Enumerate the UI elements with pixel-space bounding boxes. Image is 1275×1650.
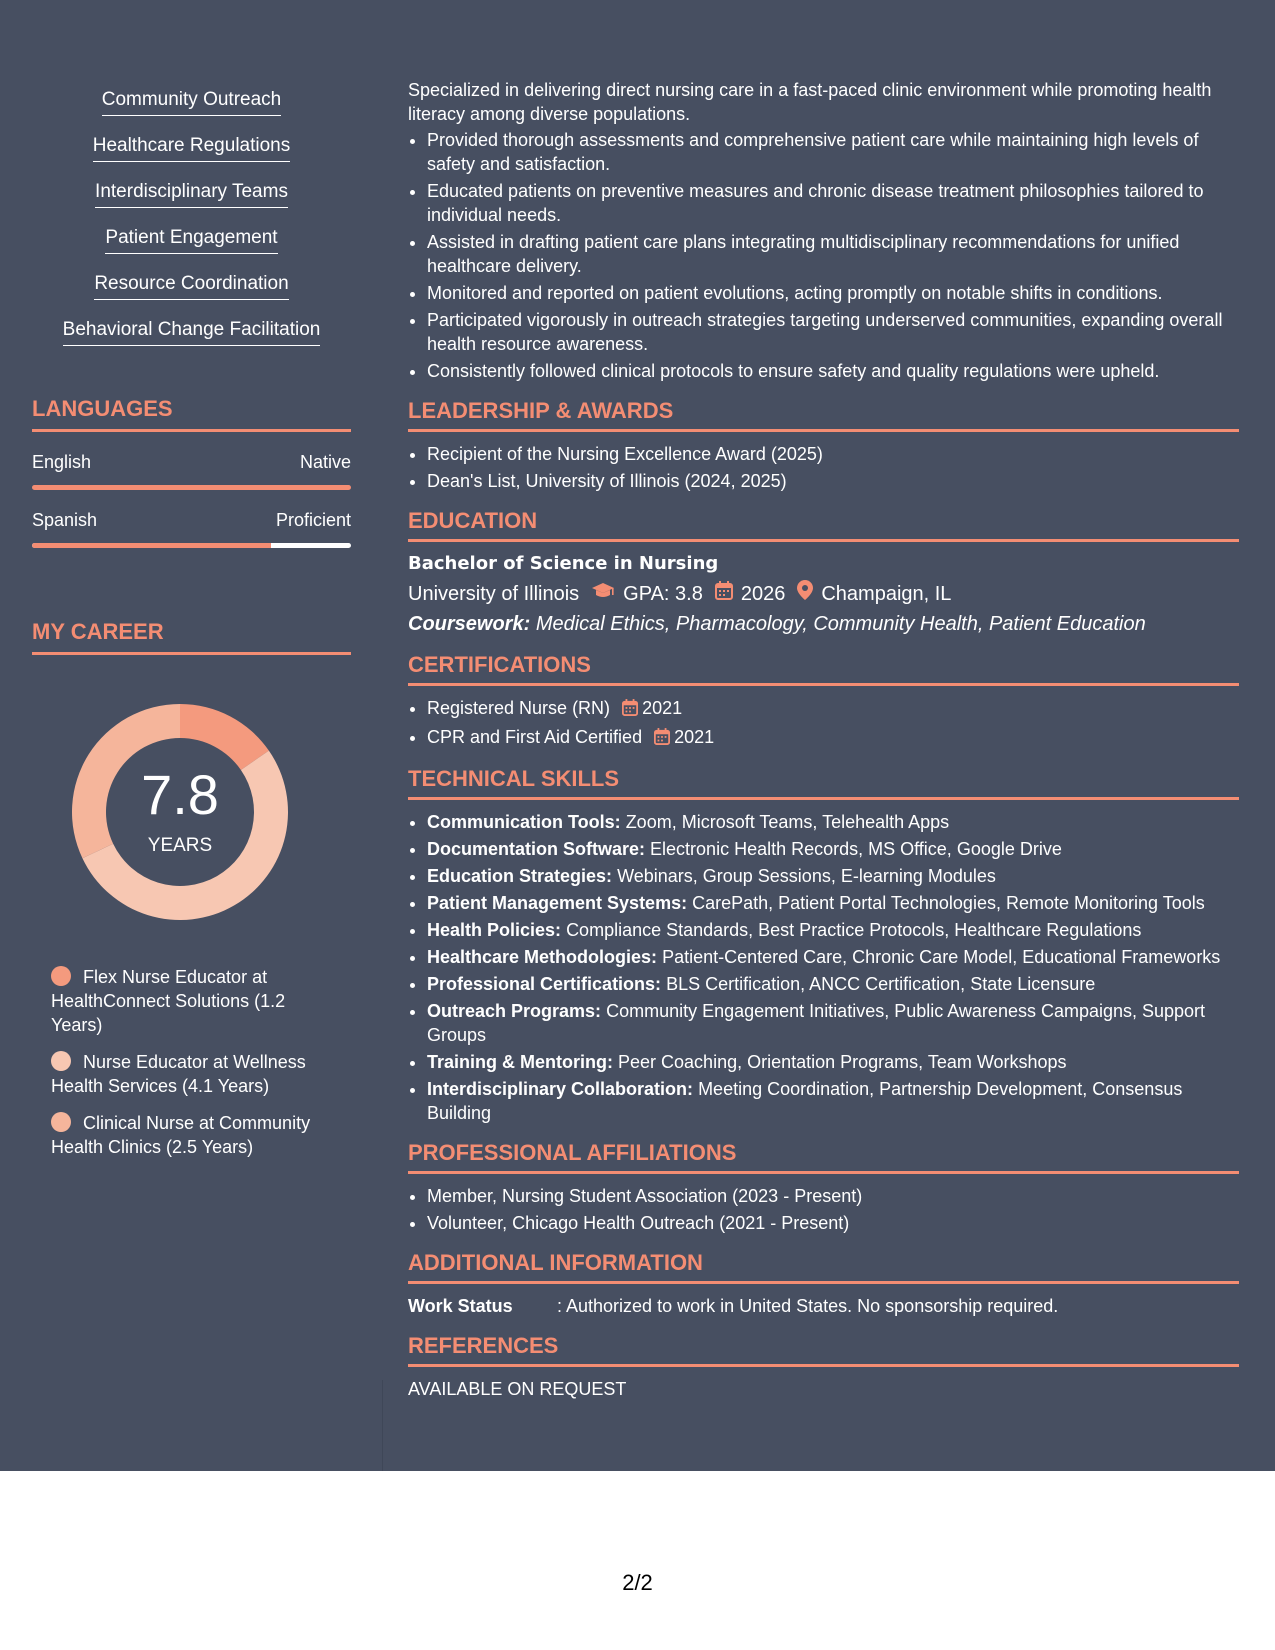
leadership-item: • Recipient of the Nursing Excellence Award (2025) [427,442,1239,466]
experience-bullet: • Assisted in drafting patient care plans integrating multidisciplinary recommendations for unified healthcare delivery. [427,230,1239,278]
skill-item [427,918,1239,942]
career-legend-item [51,1050,341,1098]
keyword-item: Patient Engagement [105,224,277,254]
skill-item [427,972,1239,996]
calendar-icon [715,581,733,607]
career-donut-chart [65,697,295,927]
certification-item [427,696,1239,722]
legend-dot-icon [51,1051,71,1071]
skill-value: Patient-Centered Care, Chronic Care Model, Educational Frameworks [662,947,1221,967]
experience-bullet: • Provided thorough assessments and comprehensive patient care while maintaining high levels of safety and satisfaction. [427,128,1239,176]
skills-heading: TECHNICAL SKILLS [408,765,1239,800]
skill-label: Healthcare Methodologies: [427,947,658,967]
leadership-heading: LEADERSHIP & AWARDS [408,397,1239,432]
legend-dot-icon [51,966,71,986]
language-proficiency-fill [32,485,351,490]
certification-item [427,725,1239,751]
affiliations-list [408,1184,1239,1235]
skills-list [408,810,1239,1125]
references-text: AVAILABLE ON REQUEST [408,1379,627,1399]
career-years-label: YEARS [147,835,213,856]
additional-heading: ADDITIONAL INFORMATION [408,1249,1239,1284]
language-proficiency-bar [32,485,351,490]
skill-value: Community Engagement Initiatives, Public Awareness Campaigns, Support Groups [427,1001,1206,1045]
keyword-list [32,0,351,362]
education-degree: Bachelor of Science in Nursing [408,553,719,574]
education-coursework [408,611,1239,637]
skill-label: Patient Management Systems: [427,893,688,913]
certifications-heading: CERTIFICATIONS [408,651,1239,686]
affiliation-item: • Member, Nursing Student Association (2023 - Present) [427,1184,1239,1208]
skill-item [427,810,1239,834]
language-proficiency-bar [32,543,351,548]
graduation-cap-icon [591,581,615,607]
languages-heading: LANGUAGES [32,395,351,432]
career-total-years: 7.8 [141,763,219,826]
experience-bullet: • Participated vigorously in outreach strategies targeting underserved communities, expanding overall health resource awareness. [427,308,1239,356]
leadership-item: • Dean's List, University of Illinois (2024, 2025) [427,469,1239,493]
skill-label: Interdisciplinary Collaboration: [427,1079,694,1099]
language-item [32,450,351,490]
coursework-list: Medical Ethics, Pharmacology, Community Health, Patient Education [535,613,1146,635]
education-details [408,580,1239,607]
career-legend-label: Nurse Educator at Wellness Health Services (4.1 Years) [51,1052,306,1096]
right-column [408,78,1239,1401]
experience-summary: Specialized in delivering direct nursing care in a fast-paced clinic environment while promoting health literacy among diverse populations. [408,80,1212,124]
skill-value: BLS Certification, ANCC Certification, State Licensure [666,974,1096,994]
experience-bullet: • Monitored and reported on patient evolutions, acting promptly on notable shifts in conditions. [427,281,1239,305]
language-name: English [32,452,92,472]
skill-label: Communication Tools: [427,812,621,832]
skill-item [427,945,1239,969]
education-heading: EDUCATION [408,507,1239,542]
skill-item [427,864,1239,888]
keyword-item: Behavioral Change Facilitation [63,316,321,346]
experience-bullets [408,128,1239,383]
keyword-item: Interdisciplinary Teams [95,178,288,208]
location-pin-icon [797,580,813,607]
language-level: Native [299,452,351,472]
certification-year: 2021 [674,727,715,747]
certification-name: Registered Nurse (RN) [427,698,611,718]
skill-label: Documentation Software: [427,839,646,859]
education-year: 2026 [740,582,786,605]
affiliations-heading: PROFESSIONAL AFFILIATIONS [408,1139,1239,1174]
experience-bullet: • Educated patients on preventive measures and chronic disease treatment philosophies tailored to individual needs. [427,179,1239,227]
work-status-label: Work Status [408,1296,513,1316]
skill-label: Health Policies: [427,920,562,940]
skill-item [427,1050,1239,1074]
skill-value: Electronic Health Records, MS Office, Google Drive [650,839,1062,859]
work-status-value: : Authorized to work in United States. No sponsorship required. [557,1296,1059,1316]
skill-value: Compliance Standards, Best Practice Protocols, Healthcare Regulations [566,920,1142,940]
skill-value: Peer Coaching, Orientation Programs, Team Workshops [618,1052,1067,1072]
skill-label: Outreach Programs: [427,1001,602,1021]
keyword-item: Healthcare Regulations [93,132,291,162]
certification-name: CPR and First Aid Certified [427,727,643,747]
education-school: University of Illinois [408,582,580,605]
leadership-list [408,442,1239,493]
page-number: 2/2 [622,1570,653,1595]
skill-label: Professional Certifications: [427,974,662,994]
language-proficiency-fill [32,543,271,548]
language-level: Proficient [275,510,351,530]
career-legend-item [51,1111,341,1159]
certification-year: 2021 [642,698,683,718]
skill-item [427,891,1239,915]
career-legend-item [51,965,341,1037]
affiliation-item: • Volunteer, Chicago Health Outreach (2021 - Present) [427,1211,1239,1235]
references-heading: REFERENCES [408,1332,1239,1367]
work-status-row [408,1294,1239,1318]
education-gpa: GPA: 3.8 [623,582,703,605]
calendar-icon [622,698,638,722]
experience-bullet: • Consistently followed clinical protocols to ensure safety and quality regulations were upheld. [427,359,1239,383]
career-legend-label: Clinical Nurse at Community Health Clinics (2.5 Years) [51,1113,311,1157]
skill-value: Webinars, Group Sessions, E-learning Modules [617,866,996,886]
career-legend [51,965,341,1159]
skill-item [427,999,1239,1047]
skill-value: Zoom, Microsoft Teams, Telehealth Apps [625,812,950,832]
career-heading: MY CAREER [32,618,351,655]
column-divider [382,1380,383,1471]
coursework-label: Coursework: [408,613,531,635]
keyword-item: Resource Coordination [94,270,288,300]
language-name: Spanish [32,510,98,530]
skill-label: Training & Mentoring: [427,1052,613,1072]
calendar-icon [654,727,670,751]
certifications-list [408,696,1239,751]
skill-item [427,837,1239,861]
education-location: Champaign, IL [821,582,952,605]
skill-value: Meeting Coordination, Partnership Development, Consensus Building [427,1079,1183,1123]
language-item [32,508,351,548]
skill-label: Education Strategies: [427,866,613,886]
left-column [32,0,351,1172]
career-legend-label: Flex Nurse Educator at HealthConnect Solutions (1.2 Years) [51,967,286,1035]
skill-item [427,1077,1239,1125]
legend-dot-icon [51,1112,71,1132]
keyword-item: Community Outreach [102,86,282,116]
skill-value: CarePath, Patient Portal Technologies, Remote Monitoring Tools [692,893,1205,913]
